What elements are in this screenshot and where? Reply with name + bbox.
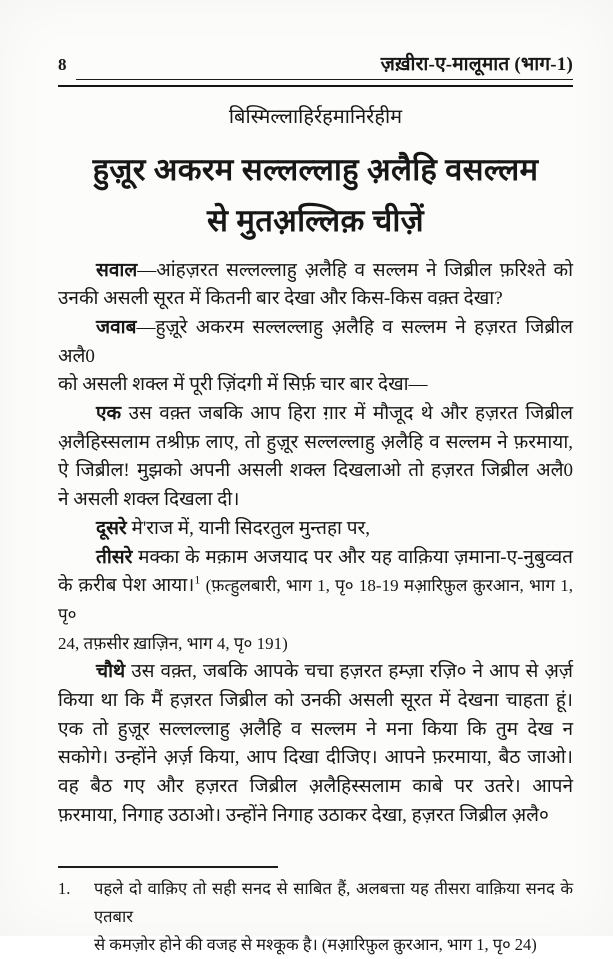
- text-segment: चौथे: [96, 661, 126, 683]
- text-segment: तीसरे: [96, 546, 133, 568]
- text-line: [58, 285, 573, 314]
- text-line: [58, 257, 573, 286]
- text-line: [58, 515, 573, 544]
- text-segment: किया था कि मैं हज़रत जिब्रील को उनकी असली सूरत में देखना चाहता हूं।: [58, 690, 573, 712]
- text-segment: 24, तफ़सीर ख़ाज़िन, भाग 4, पृ० 191): [58, 633, 288, 653]
- chapter-title: [58, 144, 573, 246]
- text-line: [58, 400, 573, 429]
- text-line: [58, 716, 573, 745]
- text-segment: —हुज़ूरे अकरम सल्लल्लाहु अ़लैहि व सल्लम ने हज़रत जिब्रील अलै0: [58, 316, 573, 367]
- footnote-text: [94, 875, 573, 959]
- page-number: 8: [58, 55, 67, 74]
- text-segment: सकोगे। उन्होंने अ़र्ज़ किया, आप दिखा दीजिए। आपने फ़रमाया, बैठ जाओ।: [58, 747, 573, 769]
- running-title: ज़ख़ीरा-ए-मालूमात (भाग-1): [380, 54, 573, 75]
- text-segment: अ़लैहिस्सलाम तश्रीफ़ लाए, तो हुज़ूर सल्लल्लाहु अ़लैहि व सल्लम ने फ़रमाया,: [58, 431, 573, 453]
- text-line: [58, 314, 573, 371]
- text-segment: उस वक़्त, जबकि आपके चचा हज़रत हम्ज़ा रज़ि० ने आप से अ़र्ज़: [125, 661, 573, 683]
- text-line: [58, 802, 573, 831]
- text-line: [58, 572, 573, 629]
- text-segment: दूसरे: [96, 517, 127, 539]
- text-segment: जवाब: [96, 316, 137, 338]
- text-segment: मे'राज में, यानी सिदरतुल मुन्तहा पर,: [126, 517, 371, 539]
- text-segment: मक्का के मक़ाम अजयाद पर और यह वाक़िया ज़माना-ए-नुबुव्वत: [132, 546, 573, 568]
- header-rule-thin: [76, 79, 573, 80]
- text-segment: 1: [194, 572, 201, 587]
- text-line: [94, 931, 573, 959]
- text-segment: फ़रमाया, निगाह उठाओ। उन्होंने निगाह उठाकर देखा, हज़रत जिब्रील अ़लै०: [58, 804, 549, 826]
- text-line: [58, 687, 573, 716]
- text-segment: ऐ जिब्रील! मुझको अपनी असली शक्ल दिखलाओ तो हज़रत जिब्रील अलै0: [58, 460, 573, 482]
- footnote: [58, 875, 573, 959]
- text-line: [58, 457, 573, 486]
- text-segment: (फ़त्हुलबारी, भाग 1, पृ० 18-19 मअ़ारिफ़ुल क़ुरआन, भाग 1, पृ०: [58, 576, 574, 624]
- text-segment: से कमज़ोर होने की वजह से मश्कूक है। (मअ़ारिफ़ुल क़ुरआन, भाग 1, पृ० 24): [94, 935, 537, 955]
- header-rule-thick: [58, 85, 573, 87]
- text-line: [94, 875, 573, 932]
- text-line: [58, 773, 573, 802]
- body-text: [58, 257, 573, 831]
- text-segment: उस वक़्त जबकि आप हिरा ग़ार में मौजूद थे और हज़रत जिब्रील: [121, 403, 573, 425]
- footnote-separator: [58, 866, 278, 868]
- text-line: [58, 486, 573, 515]
- text-segment: —आंहज़रत सल्लल्लाहु अ़लैहि व सल्लम ने जिब्रील फ़रिश्ते को: [137, 259, 573, 281]
- text-line: [58, 429, 573, 458]
- text-segment: सवाल: [96, 259, 138, 281]
- text-segment: के क़रीब पेश आया।: [58, 575, 195, 597]
- text-line: [58, 371, 573, 400]
- text-line: [58, 658, 573, 687]
- footnote-marker: 1.: [58, 878, 71, 898]
- text-line: [58, 630, 573, 659]
- text-line: [58, 744, 573, 773]
- text-segment: पहले दो वाक़िए तो सही सनद से साबित हैं, अलबत्ता यह तीसरा वाक़िया सनद के एतबार: [94, 878, 573, 926]
- text-segment: एक तो हुज़ूर सल्लल्लाहु अ़लैहि व सल्लम ने मना किया कि तुम देख न: [58, 718, 573, 740]
- text-segment: एक: [96, 403, 122, 425]
- text-segment: को असली शक्ल में पूरी ज़िंदगी में सिर्फ़ चार बार देखा—: [58, 374, 428, 396]
- text-segment: ने असली शक्ल दिखला दी।: [58, 489, 240, 511]
- chapter-title-line-2: से मुतअ़ल्लिक़ चीज़ें: [207, 202, 424, 238]
- basmala-line: बिस्मिल्लाहिर्रहमानिर्रहीम: [228, 105, 403, 128]
- chapter-title-line-1: हुज़ूर अकरम सल्लल्लाहु अ़लैहि वसल्लम: [92, 151, 539, 187]
- page-content: [58, 0, 573, 959]
- text-segment: वह बैठ गए और हज़रत जिब्रील अ़लैहिस्सलाम काबे पर उतरे। आपने: [58, 776, 573, 798]
- text-segment: उनकी असली सूरत में कितनी बार देखा और किस-किस वक़्त देखा?: [58, 288, 503, 310]
- text-line: [58, 544, 573, 573]
- running-header: [58, 0, 573, 76]
